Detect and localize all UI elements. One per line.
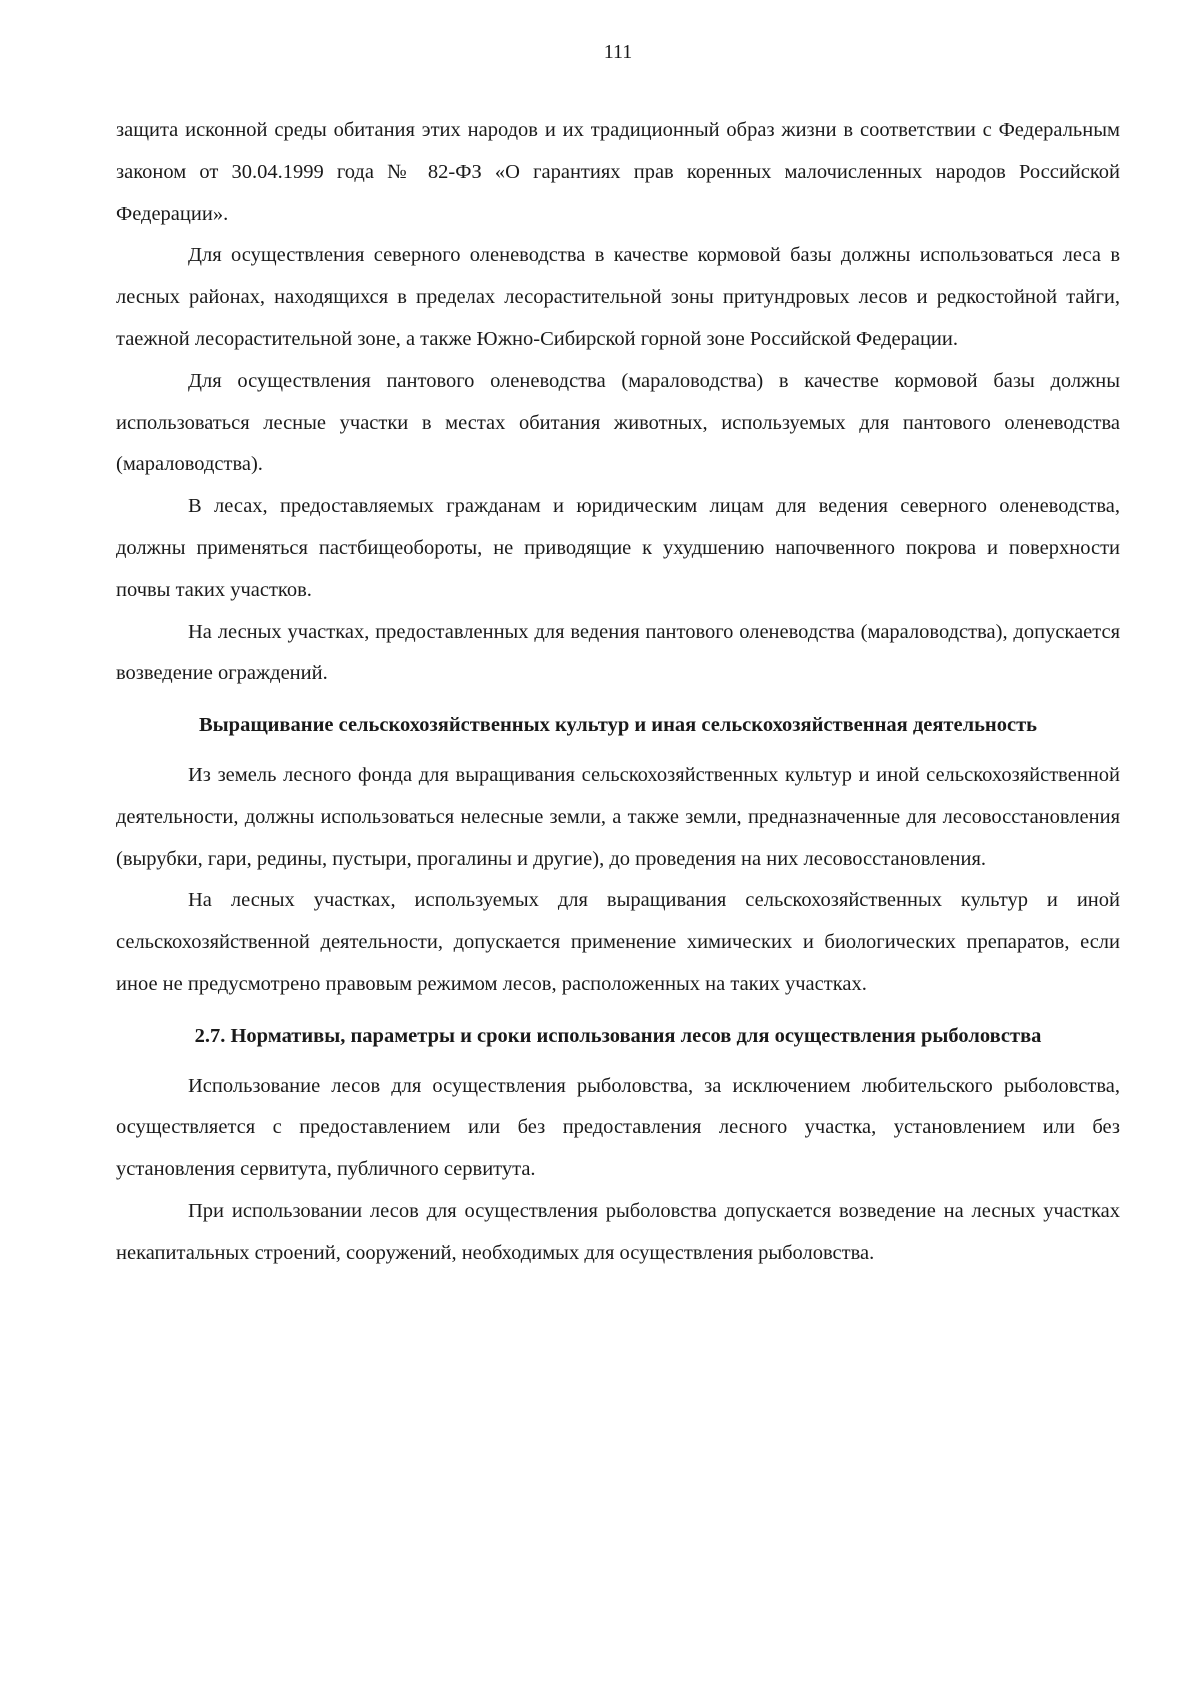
paragraph-agriculture-lands: Из земель лесного фонда для выращивания сельскохозяйственных культур и иной сельскохозяйственной деятельности, должны использоваться нелесные земли, а также земли, предназначенные для лесовосстановления (вырубки, гари, редины, пустыри, прогалины и другие), до проведения на них лесовосстановления. bbox=[116, 763, 1120, 870]
section-heading-agriculture: Выращивание сельскохозяйственных культур и иная сельскохозяйственная деятельность bbox=[198, 714, 1037, 737]
paragraph-antler-reindeer-forage: Для осуществления пантового оленеводства (мараловодства) в качестве кормовой базы должны использоваться лесные участки в местах обитания животных, используемых для пантового оленеводства (мараловодства). bbox=[116, 369, 1120, 476]
paragraph-agriculture-chemicals: На лесных участках, используемых для выращивания сельскохозяйственных культур и иной сельскохозяйственной деятельности, допускается применение химических и биологических препаратов, если иное не предусмотрено правовым режимом лесов, расположенных на таких участках. bbox=[116, 889, 1120, 995]
document-body bbox=[116, 110, 1120, 1275]
paragraph-fencing: На лесных участках, предоставленных для ведения пантового оленеводства (мараловодства), допускается возведение ограждений. bbox=[116, 620, 1120, 685]
paragraph-northern-reindeer-forage: Для осуществления северного оленеводства в качестве кормовой базы должны использоваться леса в лесных районах, находящихся в пределах лесорастительной зоны притундровых лесов и редкостойной тайги, таежной лесорастительной зоне, а также Южно-Сибирской горной зоне Российской Федерации. bbox=[116, 244, 1120, 350]
paragraph-fishing-structures: При использовании лесов для осуществления рыболовства допускается возведение на лесных участках некапитальных строений, сооружений, необходимых для осуществления рыболовства. bbox=[116, 1199, 1120, 1264]
paragraph-indigenous-protection: защита исконной среды обитания этих народов и их традиционный образ жизни в соответствии с Федеральным законом от 30.04.1999 года № 82-ФЗ «О гарантиях прав коренных малочисленных народов Российской Федерации». bbox=[116, 119, 1120, 225]
paragraph-fishing-use: Использование лесов для осуществления рыболовства, за исключением любительского рыболовства, осуществляется с предоставлением или без предоставления лесного участка, установлением или без установления сервитута, публичного сервитута. bbox=[116, 1074, 1120, 1181]
section-heading-fishing: 2.7. Нормативы, параметры и сроки использования лесов для осуществления рыболовства bbox=[194, 1024, 1042, 1047]
paragraph-pasture-rotation: В лесах, предоставляемых гражданам и юридическим лицам для ведения северного оленеводства, должны применяться пастбищеобороты, не приводящие к ухудшению напочвенного покрова и поверхности почвы таких участков. bbox=[116, 495, 1120, 601]
page-number: 111 bbox=[603, 41, 633, 63]
